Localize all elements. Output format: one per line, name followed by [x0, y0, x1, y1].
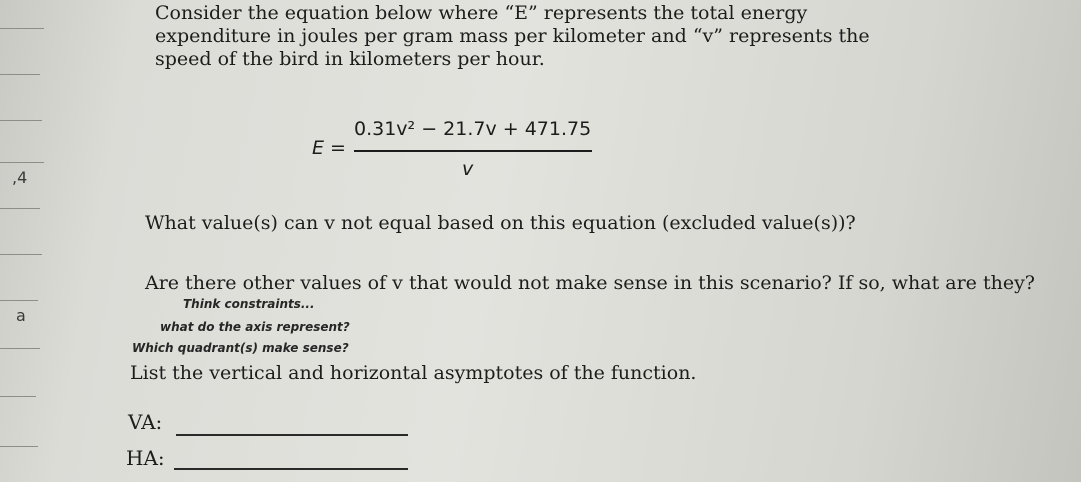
- va-answer-line[interactable]: [176, 434, 408, 436]
- va-label: VA:: [128, 410, 163, 434]
- margin-rule: [0, 396, 36, 397]
- question-asymptotes: List the vertical and horizontal asymptotes of the function.: [130, 362, 697, 384]
- equation-lhs: E =: [312, 137, 346, 159]
- intro-line: speed of the bird in kilometers per hour.: [155, 48, 545, 70]
- equation-numerator: 0.31v² − 21.7v + 471.75: [354, 118, 592, 140]
- margin-rule: [0, 120, 42, 121]
- question-other-values: Are there other values of v that would not make sense in this scenario? If so, what are they?: [145, 272, 1035, 294]
- intro-line: expenditure in joules per gram mass per kilometer and “v” represents the: [155, 25, 870, 47]
- margin-scribble: ,4: [12, 168, 28, 187]
- margin-scribble: a: [16, 306, 26, 325]
- notebook-margin: [0, 0, 48, 482]
- margin-rule: [0, 208, 40, 209]
- ha-answer-line[interactable]: [174, 468, 408, 470]
- margin-rule: [0, 446, 38, 447]
- margin-rule: [0, 348, 40, 349]
- question-excluded-values: What value(s) can v not equal based on this equation (excluded value(s))?: [145, 212, 856, 234]
- hint-quadrants: Which quadrant(s) make sense?: [132, 341, 349, 355]
- margin-rule: [0, 162, 44, 163]
- energy-equation: [312, 118, 602, 182]
- margin-rule: [0, 300, 38, 301]
- ha-label: HA:: [126, 446, 165, 470]
- equation-denominator: v: [462, 158, 474, 180]
- fraction-bar: [354, 150, 592, 152]
- margin-rule: [0, 28, 44, 29]
- hint-constraints: Think constraints...: [183, 297, 315, 311]
- margin-rule: [0, 74, 40, 75]
- intro-paragraph: [155, 2, 875, 71]
- margin-rule: [0, 254, 42, 255]
- hint-axis: what do the axis represent?: [160, 320, 350, 334]
- intro-line: Consider the equation below where “E” represents the total energy: [155, 2, 808, 24]
